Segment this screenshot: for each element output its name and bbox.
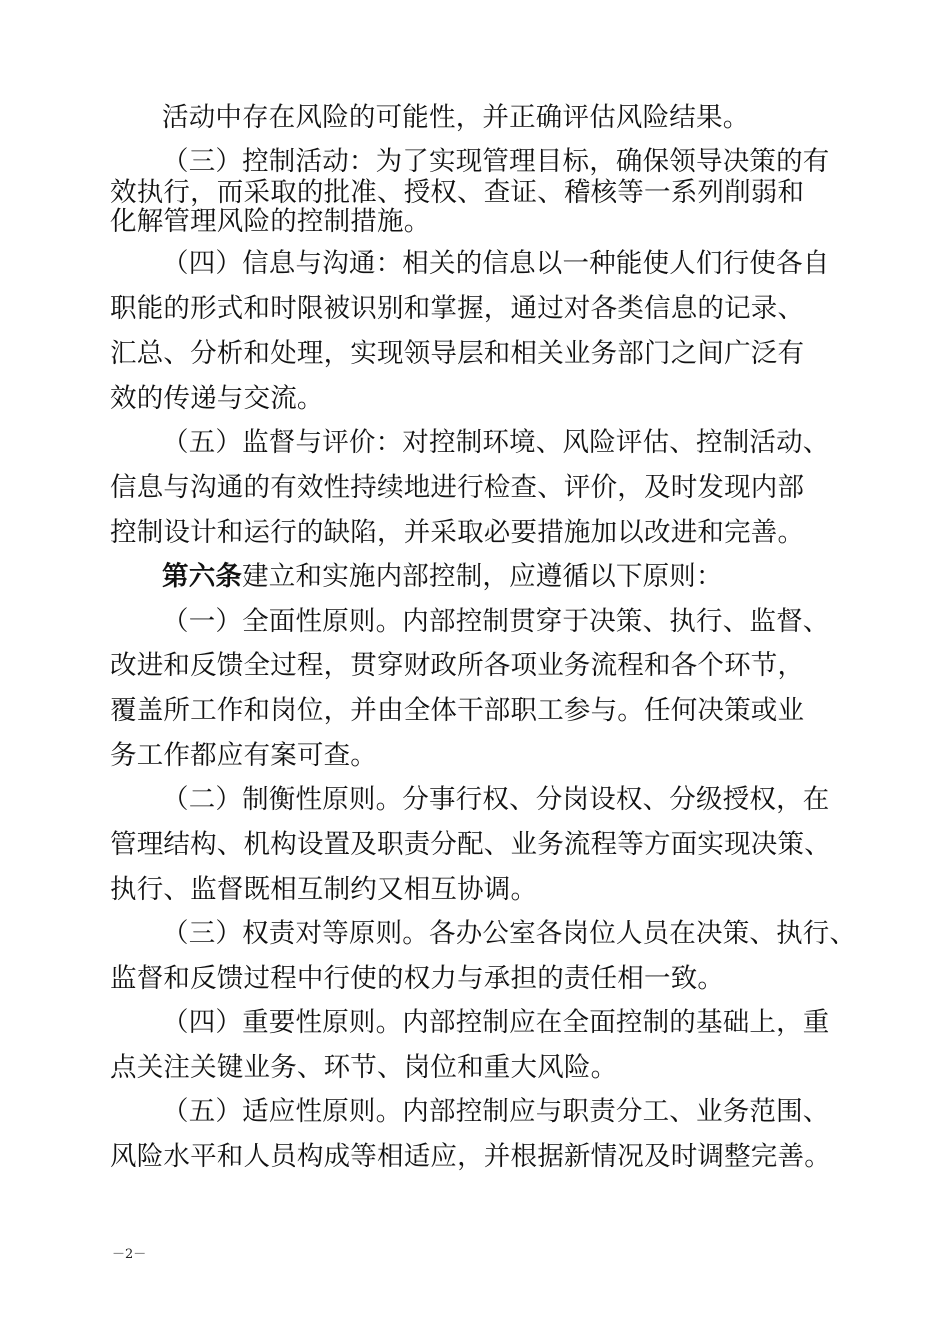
paragraph-line: 效的传递与交流。 bbox=[110, 383, 324, 414]
paragraph-line: 执行、监督既相互制约又相互协调。 bbox=[110, 874, 538, 905]
paragraph-line: 风险水平和人员构成等相适应，并根据新情况及时调整完善。 bbox=[110, 1141, 831, 1172]
paragraph-line: （五）监督与评价：对控制环境、风险评估、控制活动、 bbox=[162, 427, 830, 458]
paragraph-line: 信息与沟通的有效性持续地进行检查、评价，及时发现内部 bbox=[110, 472, 805, 503]
paragraph-line: 点关注关键业务、环节、岗位和重大风险。 bbox=[110, 1052, 618, 1083]
paragraph-line: 活动中存在风险的可能性，并正确评估风险结果。 bbox=[162, 102, 750, 133]
paragraph-line: 监督和反馈过程中行使的权力与承担的责任相一致。 bbox=[110, 963, 725, 994]
page-number: －2－ bbox=[112, 1247, 147, 1262]
paragraph-line: 覆盖所工作和岗位，并由全体干部职工参与。任何决策或业 bbox=[110, 695, 805, 726]
paragraph-line: （三）权责对等原则。各办公室各岗位人员在决策、执行、 bbox=[162, 918, 857, 949]
paragraph-line: 控制设计和运行的缺陷，并采取必要措施加以改进和完善。 bbox=[110, 517, 805, 548]
paragraph-line: （一）全面性原则。内部控制贯穿于决策、执行、监督、 bbox=[162, 606, 830, 637]
paragraph-line: 务工作都应有案可查。 bbox=[110, 740, 377, 771]
paragraph-line: 管理结构、机构设置及职责分配、业务流程等方面实现决策、 bbox=[110, 829, 831, 860]
paragraph-line: 改进和反馈全过程，贯穿财政所各项业务流程和各个环节， bbox=[110, 650, 805, 681]
paragraph-line: （四）信息与沟通：相关的信息以一种能使人们行使各自 bbox=[162, 248, 830, 279]
paragraph-line: （三）控制活动：为了实现管理目标，确保领导决策的有 bbox=[162, 146, 830, 177]
paragraph-line: 效执行，而采取的批准、授权、查证、稽核等一系列削弱和 bbox=[110, 177, 805, 208]
paragraph-line: 化解管理风险的控制措施。 bbox=[110, 206, 431, 237]
article-number: 第六条 bbox=[162, 561, 243, 592]
paragraph-line: （二）制衡性原则。分事行权、分岗设权、分级授权，在 bbox=[162, 784, 830, 815]
article-heading-line bbox=[162, 562, 723, 592]
paragraph-line: （四）重要性原则。内部控制应在全面控制的基础上，重 bbox=[162, 1007, 830, 1038]
paragraph-line: （五）适应性原则。内部控制应与职责分工、业务范围、 bbox=[162, 1096, 830, 1127]
paragraph-line: 汇总、分析和处理，实现领导层和相关业务部门之间广泛有 bbox=[110, 338, 805, 369]
article-text: 建立和实施内部控制，应遵循以下原则： bbox=[242, 561, 723, 592]
paragraph-line: 职能的形式和时限被识别和掌握，通过对各类信息的记录、 bbox=[110, 293, 805, 324]
